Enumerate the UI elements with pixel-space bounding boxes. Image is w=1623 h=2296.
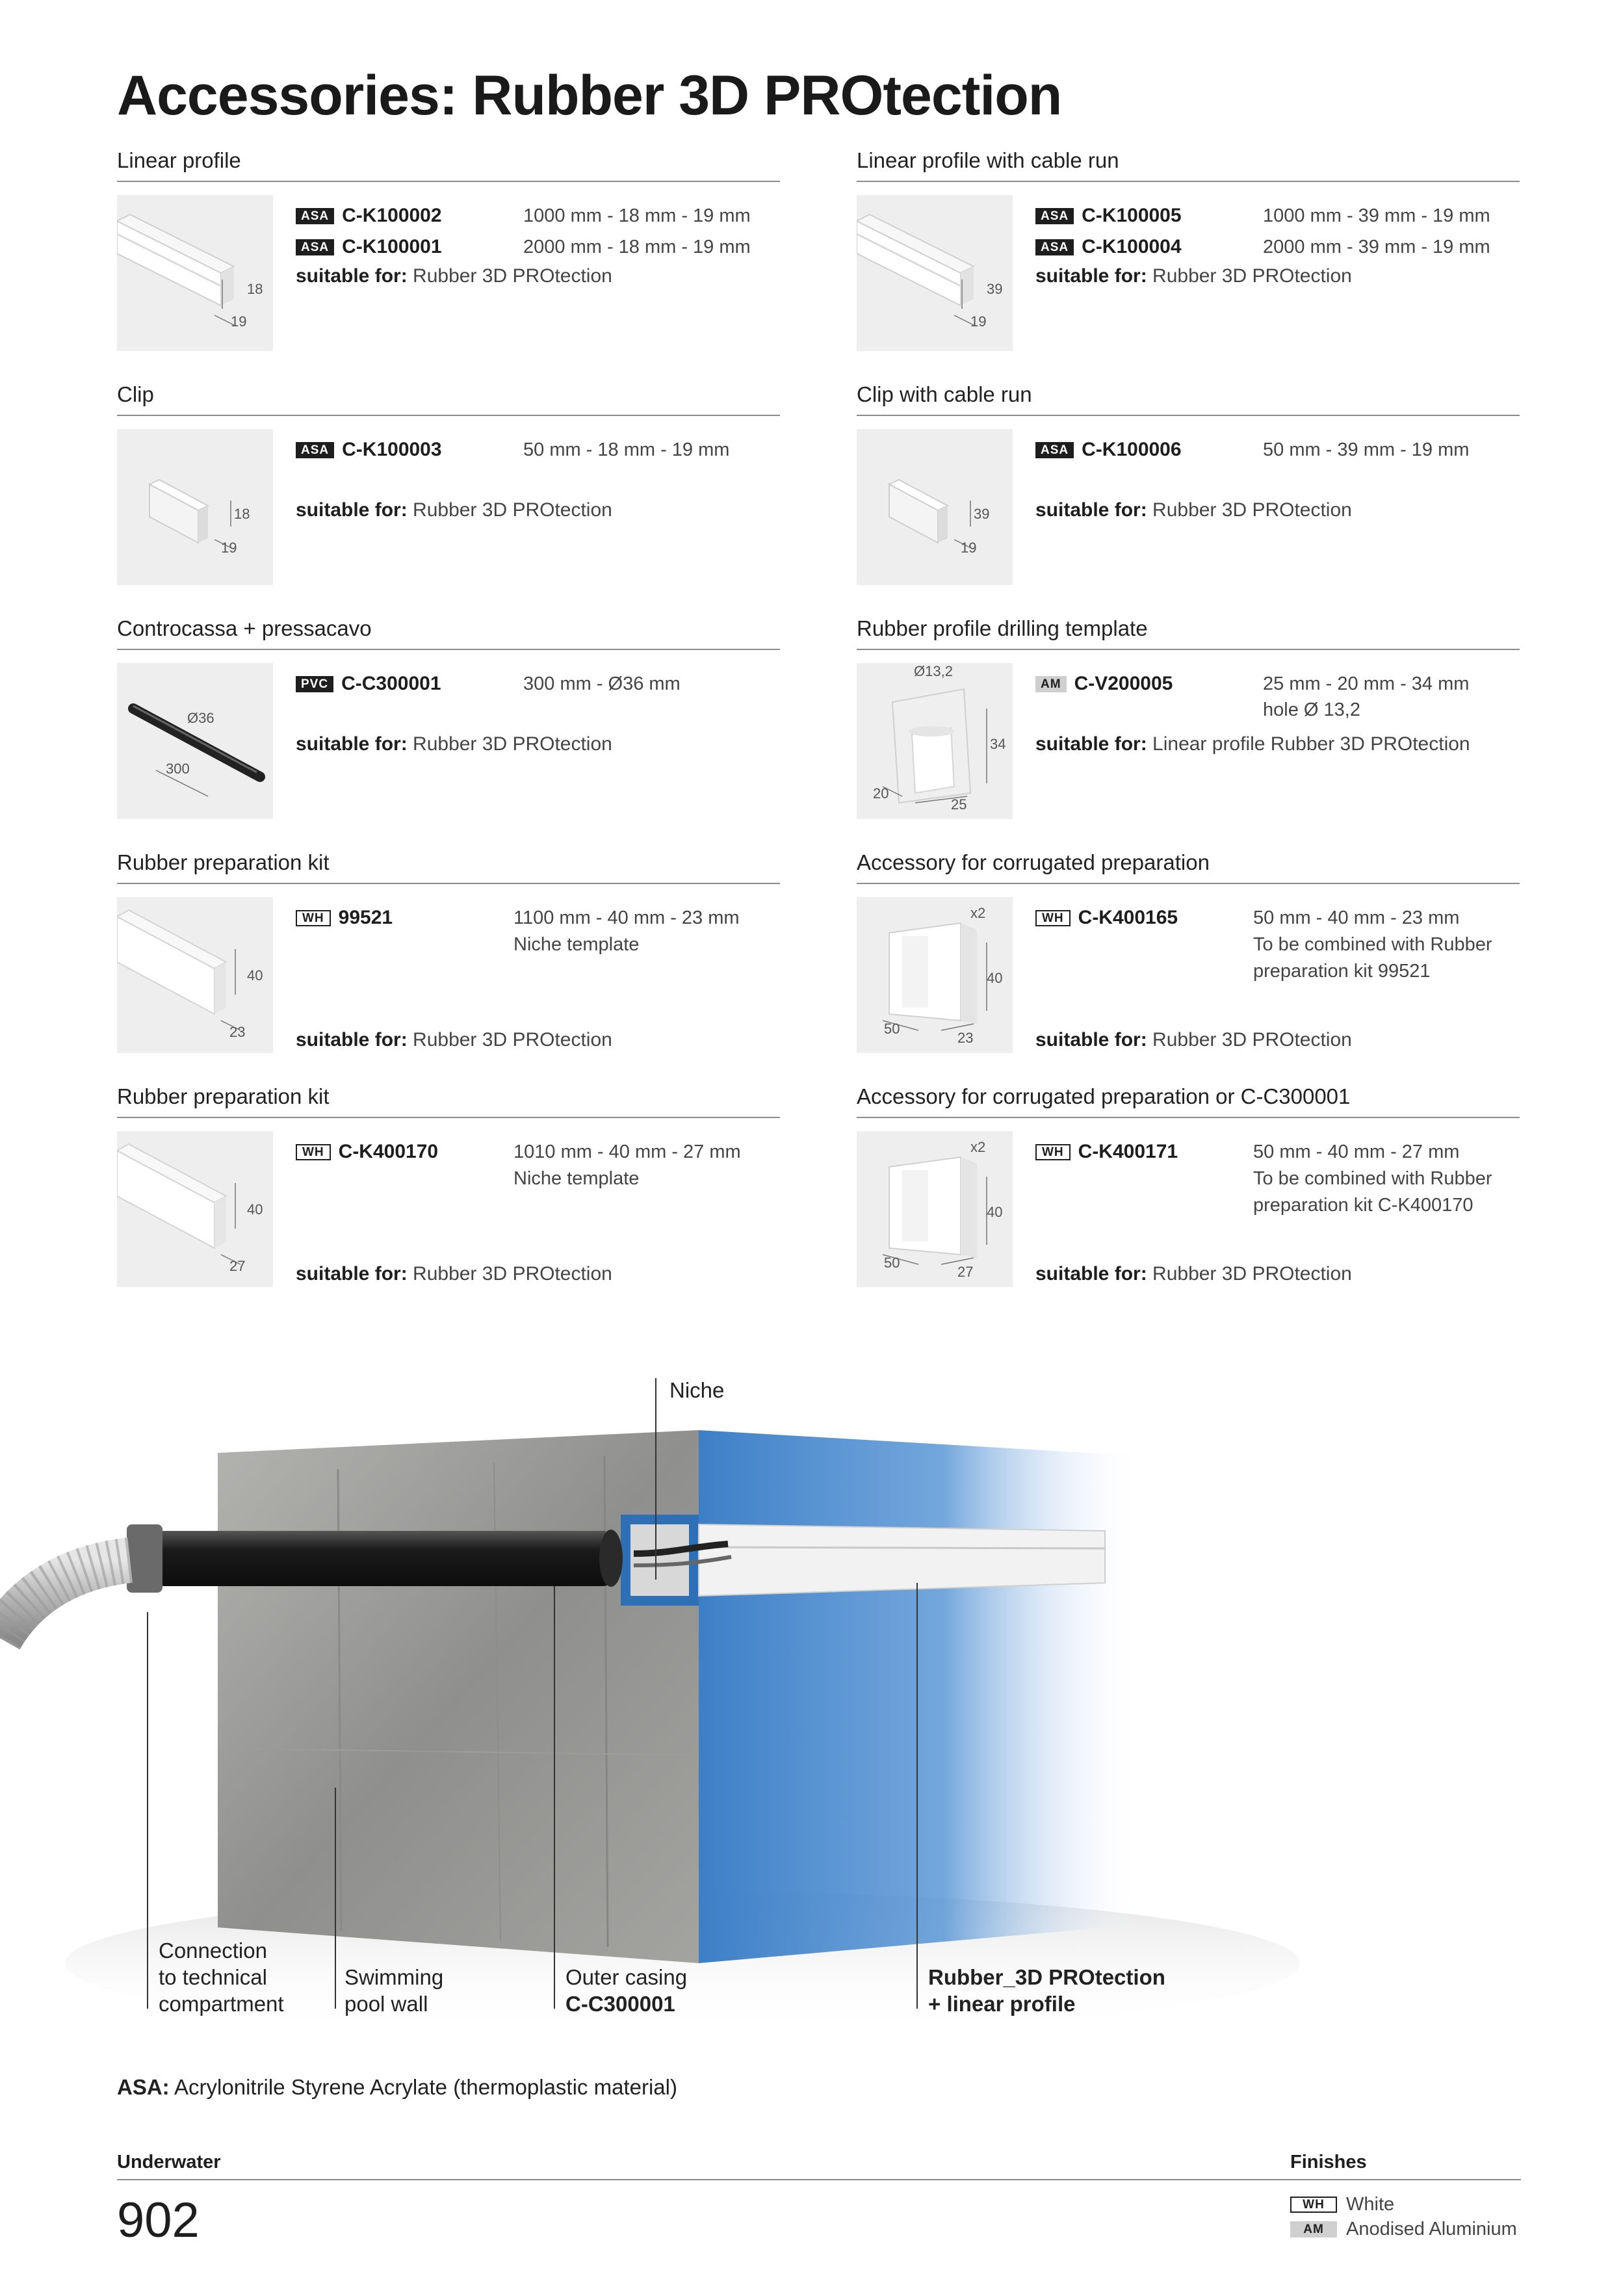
product-code: C-K400165 (1078, 907, 1178, 928)
product-thumbnail (857, 1131, 1013, 1287)
page-title: Accessories: Rubber 3D PROtection (117, 64, 1062, 127)
product-code-row (296, 234, 442, 260)
outer-casing-label: Outer casing C-C300001 (565, 1965, 688, 2016)
product-code: C-K100004 (1082, 236, 1182, 257)
product-thumbnail (857, 195, 1013, 351)
product-code: C-K100005 (1082, 205, 1182, 226)
material-badge: WH (296, 910, 331, 926)
material-badge: ASA (296, 239, 334, 255)
dimension-label: 40 (247, 1201, 263, 1218)
product-thumbnail (117, 663, 273, 819)
dimension-label: 50 (884, 1021, 900, 1037)
footer-section-label: Underwater (117, 2152, 221, 2172)
finish-text: Anodised Aluminium (1346, 2219, 1517, 2239)
product-code-row (1035, 234, 1182, 260)
section-title: Linear profile with cable run (857, 148, 1119, 172)
rubber-profile-leader-line (916, 1583, 918, 2009)
product-card (857, 616, 1520, 850)
product-spec: 2000 mm - 39 mm - 19 mm (1263, 237, 1490, 257)
dimension-label: 19 (231, 313, 247, 330)
dimension-label: 19 (961, 540, 977, 556)
connection-leader-line (147, 1612, 148, 2009)
section-title: Clip with cable run (857, 382, 1032, 406)
section-rule (857, 415, 1520, 416)
product-code-row (1035, 905, 1178, 931)
dimension-label: Ø13,2 (914, 663, 953, 679)
dimension-label: 27 (957, 1264, 974, 1280)
connection-label: Connection to technical compartment (159, 1938, 284, 2016)
section-rule (857, 1117, 1520, 1118)
product-card (857, 1084, 1520, 1318)
material-badge: PVC (296, 676, 333, 692)
material-badge: ASA (296, 208, 334, 224)
material-badge: WH (1035, 1144, 1071, 1160)
product-spec: 25 mm - 20 mm - 34 mm hole Ø 13,2 (1263, 673, 1470, 720)
dimension-label: 25 (951, 796, 967, 813)
section-title: Rubber preparation kit (117, 1084, 330, 1108)
product-code: C-K100006 (1082, 439, 1182, 460)
product-code: 99521 (338, 907, 393, 928)
dimension-label: 20 (873, 785, 889, 802)
material-badge: WH (1035, 910, 1071, 926)
material-badge: ASA (296, 442, 334, 458)
rubber-profile-label: Rubber_3D PROtection + linear profile (928, 1965, 1165, 2016)
product-code-row (1035, 1139, 1178, 1165)
page-number: 902 (117, 2193, 200, 2248)
product-thumbnail (117, 429, 273, 585)
product-card (117, 850, 780, 1084)
section-rule (117, 1117, 780, 1118)
section-rule (857, 883, 1520, 884)
dimension-label: Ø36 (187, 710, 214, 726)
material-badge: ASA (1035, 208, 1074, 224)
product-card (117, 1084, 780, 1318)
product-code-row (296, 671, 441, 697)
suitable-for: suitable for: Rubber 3D PROtection (1035, 265, 1352, 287)
product-code-row (296, 1139, 438, 1165)
product-code-row (296, 437, 442, 463)
niche-label: Niche (669, 1378, 725, 1402)
product-code-row (1035, 671, 1173, 697)
suitable-for: suitable for: Rubber 3D PROtection (296, 265, 612, 287)
finish-white (1290, 2194, 1394, 2215)
dimension-label: 39 (974, 506, 990, 522)
product-spec: 50 mm - 18 mm - 19 mm (523, 439, 730, 460)
dimension-label: 300 (166, 761, 190, 777)
product-spec: 50 mm - 40 mm - 23 mm To be combined with Rubber preparation kit 99521 (1253, 907, 1492, 982)
dimension-label: 40 (247, 967, 263, 984)
footer-rule-left (117, 2179, 1293, 2180)
suitable-for: suitable for: Rubber 3D PROtection (296, 733, 612, 755)
dimension-label: 18 (247, 281, 263, 297)
pool-wall-leader-line (335, 1788, 336, 2009)
dimension-label: 39 (987, 281, 1003, 297)
material-badge: ASA (1035, 239, 1074, 255)
product-spec: 1000 mm - 18 mm - 19 mm (523, 205, 751, 226)
product-thumbnail (857, 897, 1013, 1053)
product-code: C-K100002 (342, 205, 442, 226)
dimension-label: 40 (987, 970, 1003, 986)
product-code-row (1035, 437, 1182, 463)
finish-badge: AM (1290, 2221, 1337, 2237)
section-rule (857, 649, 1520, 650)
material-badge: AM (1035, 676, 1067, 692)
dimension-label: 40 (987, 1204, 1003, 1220)
product-card (857, 382, 1520, 616)
installation-illustration (0, 1359, 1623, 2074)
dimension-label: 19 (221, 540, 237, 556)
product-spec: 1010 mm - 40 mm - 27 mm Niche template (513, 1141, 741, 1189)
product-card (857, 148, 1520, 382)
product-card (117, 148, 780, 382)
product-spec: 1100 mm - 40 mm - 23 mm Niche template (513, 907, 740, 955)
product-thumbnail (117, 1131, 273, 1287)
section-title: Rubber preparation kit (117, 850, 330, 874)
dimension-label: 27 (229, 1258, 246, 1274)
niche-leader-line (655, 1378, 656, 1580)
section-title: Accessory for corrugated preparation or C-C300001 (857, 1084, 1351, 1108)
product-thumbnail (857, 429, 1013, 585)
section-title: Rubber profile drilling template (857, 616, 1148, 640)
dimension-label: x2 (970, 1139, 986, 1155)
product-code: C-K400170 (338, 1141, 439, 1162)
section-title: Controcassa + pressacavo (117, 616, 372, 640)
product-spec: 1000 mm - 39 mm - 19 mm (1263, 205, 1490, 226)
product-code-row (1035, 203, 1182, 229)
pool-wall-label: Swimming pool wall (344, 1965, 444, 2016)
footer-rule-right (1290, 2179, 1521, 2180)
section-rule (117, 649, 780, 650)
product-code-row (296, 905, 393, 931)
product-thumbnail (117, 897, 273, 1053)
dimension-label: 23 (957, 1030, 974, 1046)
product-spec: 50 mm - 40 mm - 27 mm To be combined with Rubber preparation kit C-K400170 (1253, 1141, 1492, 1216)
suitable-for: suitable for: Linear profile Rubber 3D PROtection (1035, 733, 1470, 755)
product-spec: 50 mm - 39 mm - 19 mm (1263, 439, 1470, 460)
suitable-for: suitable for: Rubber 3D PROtection (296, 1029, 612, 1050)
suitable-for: suitable for: Rubber 3D PROtection (1035, 1029, 1352, 1050)
product-thumbnail (117, 195, 273, 351)
product-code: C-K100001 (342, 236, 442, 257)
dimension-label: 34 (990, 736, 1006, 752)
section-title: Clip (117, 382, 154, 406)
outer-casing-leader-line (554, 1586, 555, 2009)
finishes-title: Finishes (1290, 2152, 1367, 2172)
dimension-label: 23 (229, 1024, 246, 1040)
section-rule (117, 181, 780, 182)
section-rule (857, 181, 1520, 182)
suitable-for: suitable for: Rubber 3D PROtection (1035, 1263, 1352, 1285)
material-badge: ASA (1035, 442, 1074, 458)
section-rule (117, 415, 780, 416)
finish-text: White (1346, 2194, 1395, 2215)
suitable-for: suitable for: Rubber 3D PROtection (296, 499, 612, 521)
product-card (117, 382, 780, 616)
product-code: C-C300001 (341, 673, 441, 694)
finish-badge: WH (1290, 2197, 1337, 2213)
dimension-label: 18 (234, 506, 250, 522)
dimension-label: 50 (884, 1255, 900, 1271)
suitable-for: suitable for: Rubber 3D PROtection (296, 1263, 612, 1285)
product-spec: 300 mm - Ø36 mm (523, 673, 681, 694)
finish-anodised (1290, 2219, 1517, 2240)
product-card (117, 616, 780, 850)
suitable-for: suitable for: Rubber 3D PROtection (1035, 499, 1352, 521)
section-rule (117, 883, 780, 884)
product-card (857, 850, 1520, 1084)
dimension-label: 19 (970, 313, 987, 330)
product-code-row (296, 203, 442, 229)
section-title: Linear profile (117, 148, 241, 172)
product-code: C-V200005 (1074, 673, 1173, 694)
material-badge: WH (296, 1144, 331, 1160)
product-spec: 2000 mm - 18 mm - 19 mm (523, 237, 751, 257)
product-code: C-K400171 (1078, 1141, 1178, 1162)
product-code: C-K100003 (342, 439, 442, 460)
section-title: Accessory for corrugated preparation (857, 850, 1210, 874)
product-thumbnail (857, 663, 1013, 819)
dimension-label: x2 (970, 905, 986, 921)
asa-note: ASA: Acrylonitrile Styrene Acrylate (thermoplastic material) (117, 2075, 677, 2099)
